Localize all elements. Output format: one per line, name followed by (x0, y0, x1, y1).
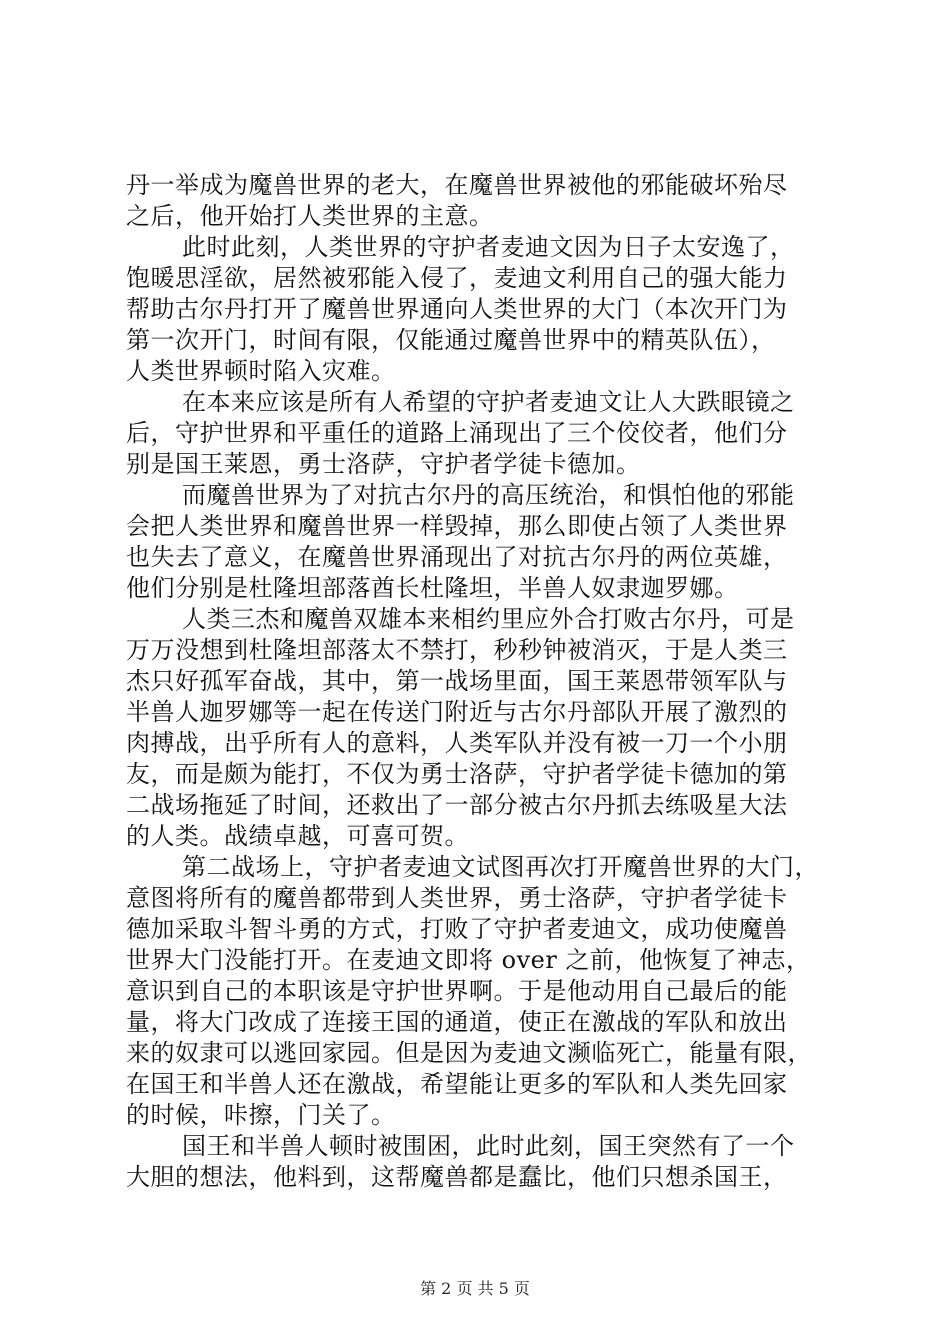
paragraph-start-line: 人类三杰和魔兽双雄本来相约里应外合打败古尔丹，可是 (182, 605, 795, 633)
page-number-footer: 第 2 页 共 5 页 (420, 1279, 530, 1298)
text-line: 饱暖思淫欲，居然被邪能入侵了，麦迪文利用自己的强大能力 (126, 264, 788, 292)
paragraph-start-line: 第二战场上，守护者麦迪文试图再次打开魔兽世界的大门， (182, 853, 819, 881)
text-line: 的时候，咔擦，门关了。 (126, 1101, 396, 1129)
text-line: 也失去了意义，在魔兽世界涌现出了对抗古尔丹的两位英雄， (126, 543, 788, 571)
body-text (126, 170, 846, 1193)
paragraph-start-line: 在本来应该是所有人希望的守护者麦迪文让人大跌眼镜之 (182, 388, 795, 416)
text-line: 来的奴隶可以逃回家园。但是因为麦迪文濒临死亡，能量有限， (126, 1039, 812, 1067)
text-line: 之后，他开始打人类世界的主意。 (126, 202, 494, 230)
text-line: 杰只好孤军奋战，其中，第一战场里面，国王莱恩带领军队与 (126, 667, 788, 695)
text-line: 万万没想到杜隆坦部落太不禁打，秒秒钟被消灭，于是人类三 (126, 636, 788, 664)
text-line: 的人类。战绩卓越，可喜可贺。 (126, 822, 469, 850)
text-line: 意识到自己的本职该是守护世界啊。于是他动用自己最后的能 (126, 977, 788, 1005)
paragraph-start-line: 国王和半兽人顿时被围困，此时此刻，国王突然有了一个 (182, 1132, 795, 1160)
text-line: 肉搏战，出乎所有人的意料，人类军队并没有被一刀一个小朋 (126, 729, 788, 757)
paragraph-start-line: 此时此刻，人类世界的守护者麦迪文因为日子太安逸了， (182, 233, 795, 261)
text-line: 别是国王莱恩，勇士洛萨，守护者学徒卡德加。 (126, 450, 641, 478)
text-line: 会把人类世界和魔兽世界一样毁掉，那么即使占领了人类世界 (126, 512, 788, 540)
text-line: 人类世界顿时陷入灾难。 (126, 357, 396, 385)
text-line: 他们分别是杜隆坦部落酋长杜隆坦，半兽人奴隶迦罗娜。 (126, 574, 739, 602)
text-line: 世界大门没能打开。在麦迪文即将 over 之前，他恢复了神志， (126, 946, 811, 974)
text-line: 意图将所有的魔兽都带到人类世界，勇士洛萨，守护者学徒卡 (126, 884, 788, 912)
text-line: 德加采取斗智斗勇的方式，打败了守护者麦迪文，成功使魔兽 (126, 915, 788, 943)
text-line: 半兽人迦罗娜等一起在传送门附近与古尔丹部队开展了激烈的 (126, 698, 788, 726)
text-line: 丹一举成为魔兽世界的老大，在魔兽世界被他的邪能破坏殆尽 (126, 171, 788, 199)
text-line: 帮助古尔丹打开了魔兽世界通向人类世界的大门（本次开门为 (126, 295, 788, 323)
text-line: 友，而是颇为能打，不仅为勇士洛萨，守护者学徒卡德加的第 (126, 760, 788, 788)
text-line: 量，将大门改成了连接王国的通道，使正在激战的军队和放出 (126, 1008, 788, 1036)
text-line: 大胆的想法，他料到，这帮魔兽都是蠢比，他们只想杀国王， (126, 1163, 788, 1191)
text-line: 后，守护世界和平重任的道路上涌现出了三个佼佼者，他们分 (126, 419, 788, 447)
text-line: 第一次开门，时间有限，仅能通过魔兽世界中的精英队伍）， (126, 326, 776, 354)
text-line: 二战场拖延了时间，还救出了一部分被古尔丹抓去练吸星大法 (126, 791, 788, 819)
paragraph-start-line: 而魔兽世界为了对抗古尔丹的高压统治，和惧怕他的邪能 (182, 481, 795, 509)
text-line: 在国王和半兽人还在激战，希望能让更多的军队和人类先回家 (126, 1070, 788, 1098)
